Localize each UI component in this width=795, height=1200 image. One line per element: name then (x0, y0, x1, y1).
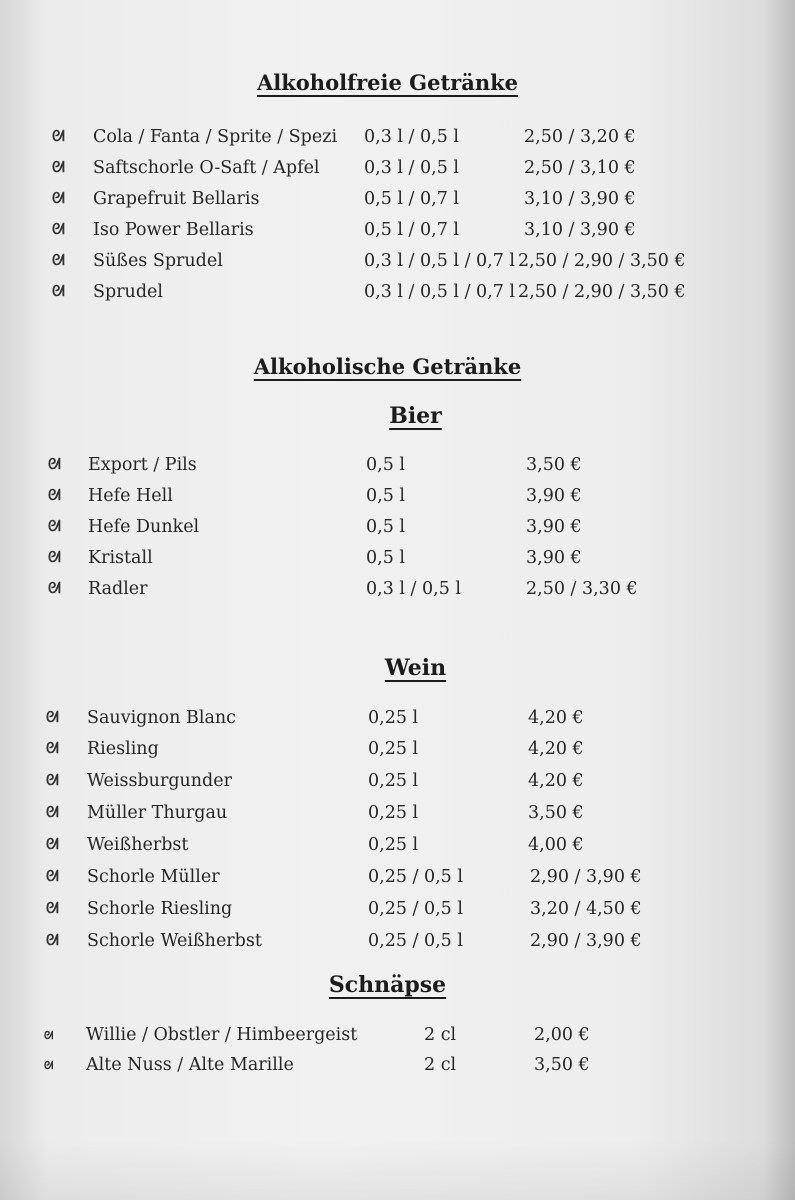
item-price: 4,20 € (528, 739, 584, 759)
menu-item (46, 803, 746, 831)
item-name: Saftschorle O-Saft / Apfel (93, 158, 320, 178)
item-name: Sauvignon Blanc (87, 708, 236, 728)
item-price: 3,50 € (526, 455, 582, 475)
bullet-icon: ᘛ (48, 486, 61, 504)
bullet-icon: ᘛ (46, 931, 59, 949)
item-name: Riesling (87, 739, 159, 759)
item-name: Iso Power Bellaris (93, 220, 254, 240)
item-size: 0,3 l / 0,5 l / 0,7 l (364, 282, 516, 302)
item-size: 0,3 l / 0,5 l (364, 158, 460, 178)
item-price: 3,90 € (526, 548, 582, 568)
item-name: Schorle Müller (87, 867, 220, 887)
item-size: 0,5 l (366, 517, 405, 537)
item-price: 3,20 / 4,50 € (530, 899, 642, 919)
menu-item (46, 739, 746, 767)
bullet-icon: ᘛ (52, 282, 65, 300)
bullet-icon: ᘛ (48, 455, 61, 473)
menu-item (48, 579, 748, 607)
item-price: 4,20 € (528, 771, 584, 791)
menu-item (52, 127, 752, 155)
bullet-icon: ᘛ (46, 803, 59, 821)
item-price: 2,50 / 3,20 € (524, 127, 636, 147)
item-name: Müller Thurgau (87, 803, 228, 823)
item-price: 3,50 € (534, 1055, 590, 1075)
menu-item (52, 158, 752, 186)
section-title-alkoholisch: Alkoholische Getränke (253, 354, 522, 379)
item-name: Hefe Dunkel (88, 517, 200, 537)
bullet-icon: ᘛ (44, 1059, 54, 1072)
menu-item (52, 220, 752, 248)
item-name: Willie / Obstler / Himbeergeist (86, 1025, 358, 1045)
section-title-bier: Bier (389, 403, 442, 429)
item-size: 0,3 l / 0,5 l (366, 579, 462, 599)
item-price: 2,50 / 3,30 € (526, 579, 638, 599)
item-size: 2 cl (424, 1025, 457, 1045)
section-title-schnaepse: Schnäpse (328, 972, 447, 998)
item-price: 2,00 € (534, 1025, 590, 1045)
item-price: 3,10 / 3,90 € (524, 189, 636, 209)
bullet-icon: ᘛ (46, 899, 59, 917)
item-price: 3,50 € (528, 803, 584, 823)
menu-item (46, 899, 746, 927)
item-size: 0,25 l (368, 708, 419, 728)
menu-item (46, 931, 746, 959)
item-name: Hefe Hell (88, 486, 173, 506)
item-price: 2,50 / 2,90 / 3,50 € (518, 282, 686, 302)
item-size: 0,25 l (368, 803, 419, 823)
menu-item (46, 708, 746, 736)
menu-item (52, 251, 752, 279)
bullet-icon: ᘛ (48, 517, 61, 535)
menu-item (48, 486, 748, 514)
item-name: Süßes Sprudel (93, 251, 223, 271)
item-price: 4,20 € (528, 708, 584, 728)
item-name: Weißherbst (87, 835, 189, 855)
item-price: 2,50 / 3,10 € (524, 158, 636, 178)
bullet-icon: ᘛ (52, 251, 65, 269)
item-price: 3,10 / 3,90 € (524, 220, 636, 240)
menu-item (52, 189, 752, 217)
item-size: 0,5 l (366, 455, 405, 475)
bullet-icon: ᘛ (52, 220, 65, 238)
item-size: 0,5 l (366, 548, 405, 568)
item-price: 3,90 € (526, 486, 582, 506)
item-size: 0,25 l (368, 739, 419, 759)
bullet-icon: ᘛ (44, 1029, 54, 1042)
item-size: 0,5 l / 0,7 l (364, 189, 460, 209)
bullet-icon: ᘛ (46, 835, 59, 853)
item-size: 2 cl (424, 1055, 457, 1075)
item-name: Weissburgunder (87, 771, 232, 791)
item-size: 0,25 l (368, 771, 419, 791)
bullet-icon: ᘛ (46, 867, 59, 885)
item-size: 0,25 l (368, 835, 419, 855)
item-price: 3,90 € (526, 517, 582, 537)
item-name: Sprudel (93, 282, 163, 302)
item-size: 0,3 l / 0,5 l / 0,7 l (364, 251, 516, 271)
item-name: Cola / Fanta / Sprite / Spezi (93, 127, 338, 147)
bullet-icon: ᘛ (46, 739, 59, 757)
item-name: Grapefruit Bellaris (93, 189, 260, 209)
item-name: Schorle Weißherbst (87, 931, 262, 951)
bullet-icon: ᘛ (46, 771, 59, 789)
bullet-icon: ᘛ (52, 158, 65, 176)
bullet-icon: ᘛ (48, 548, 61, 566)
item-name: Alte Nuss / Alte Marille (86, 1055, 294, 1075)
item-size: 0,3 l / 0,5 l (364, 127, 460, 147)
menu-item (48, 548, 748, 576)
bullet-icon: ᘛ (46, 708, 59, 726)
bullet-icon: ᘛ (52, 189, 65, 207)
menu-item (48, 455, 748, 483)
menu-item (44, 1055, 744, 1083)
item-size: 0,25 / 0,5 l (368, 867, 463, 887)
section-title-alkoholfrei: Alkoholfreie Getränke (256, 70, 519, 95)
item-size: 0,25 / 0,5 l (368, 931, 463, 951)
menu-item (46, 835, 746, 863)
item-name: Kristall (88, 548, 153, 568)
bullet-icon: ᘛ (52, 127, 65, 145)
item-name: Export / Pils (88, 455, 197, 475)
item-price: 2,90 / 3,90 € (530, 931, 642, 951)
menu-item (48, 517, 748, 545)
item-size: 0,5 l (366, 486, 405, 506)
item-size: 0,5 l / 0,7 l (364, 220, 460, 240)
item-name: Radler (88, 579, 148, 599)
item-price: 2,50 / 2,90 / 3,50 € (518, 251, 686, 271)
item-size: 0,25 / 0,5 l (368, 899, 463, 919)
menu-item (46, 771, 746, 799)
item-price: 4,00 € (528, 835, 584, 855)
menu-item (52, 282, 752, 310)
menu-item (46, 867, 746, 895)
section-title-wein: Wein (384, 655, 447, 681)
menu-item (44, 1025, 744, 1053)
item-price: 2,90 / 3,90 € (530, 867, 642, 887)
bullet-icon: ᘛ (48, 579, 61, 597)
item-name: Schorle Riesling (87, 899, 233, 919)
